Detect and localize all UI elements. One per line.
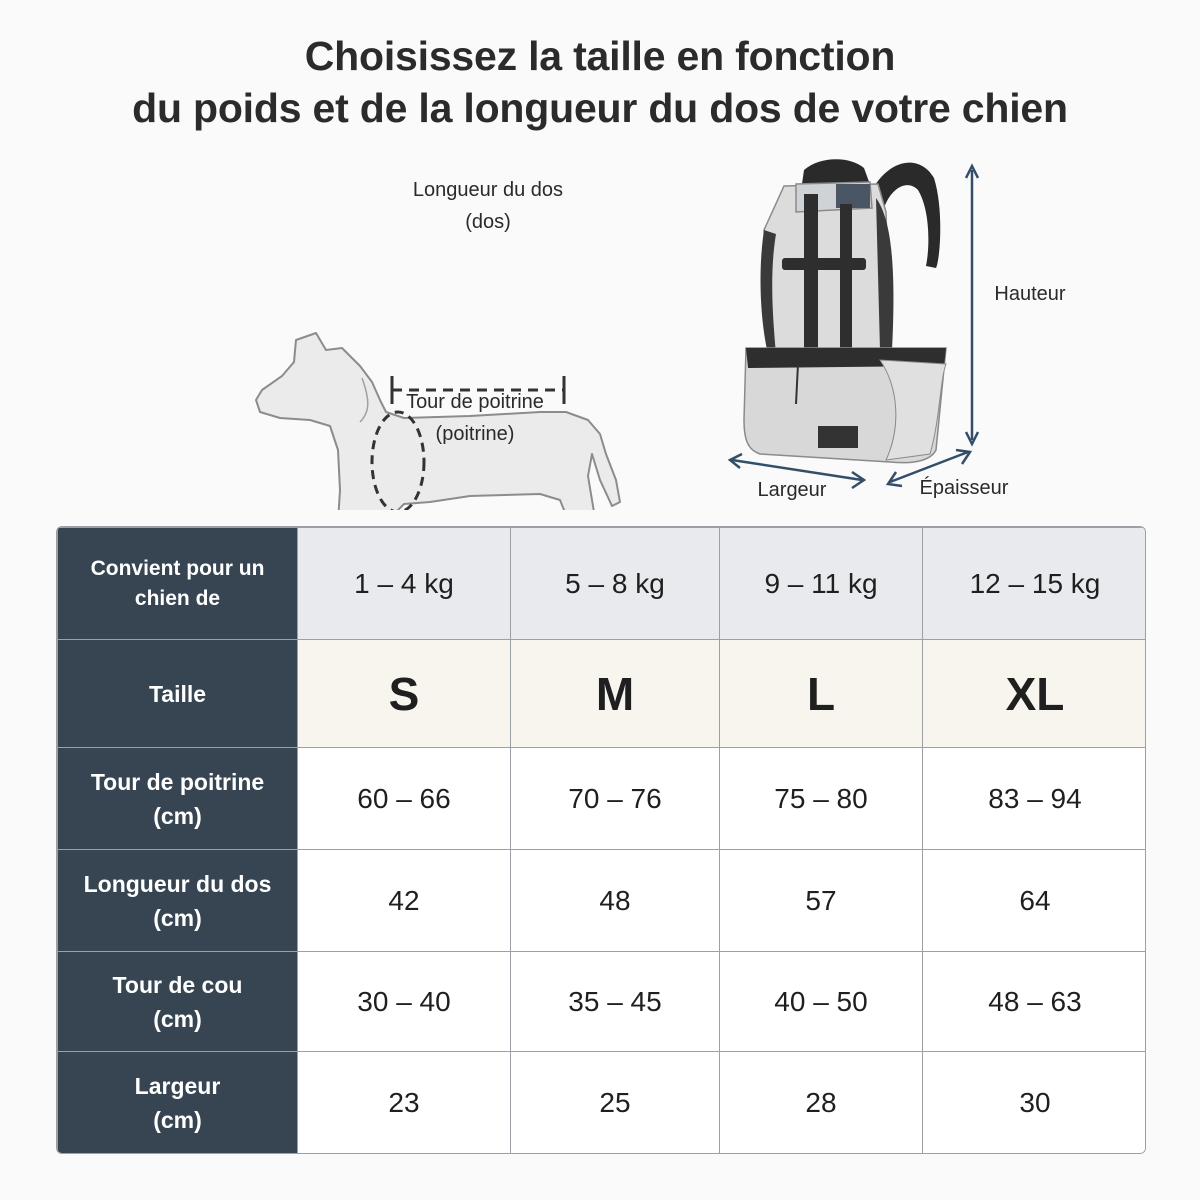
table-row-neck bbox=[58, 952, 1147, 1052]
chest-label-line-1: Tour de poitrine bbox=[406, 391, 544, 413]
size-cell-xl: XL bbox=[923, 640, 1147, 748]
depth-label: Épaisseur bbox=[919, 477, 1009, 499]
row-header-width-line-2: (cm) bbox=[153, 1106, 202, 1133]
neck-cell-xl: 48 – 63 bbox=[923, 952, 1147, 1052]
title-line-2: du poids et de la longueur du dos de votre chien bbox=[132, 85, 1068, 131]
neck-cell-s: 30 – 40 bbox=[298, 952, 511, 1052]
row-header-weight bbox=[58, 528, 298, 640]
row-header-width bbox=[58, 1052, 298, 1154]
row-header-size-line-1: Taille bbox=[148, 680, 207, 707]
table-row-chest bbox=[58, 748, 1147, 850]
back-length-cell-l: 57 bbox=[720, 850, 923, 952]
weight-cell-s: 1 – 4 kg bbox=[298, 528, 511, 640]
row-header-neck-line-1: Tour de cou bbox=[112, 971, 243, 998]
row-header-neck-line-2: (cm) bbox=[153, 1005, 202, 1032]
chest-label bbox=[380, 386, 570, 450]
row-header-back-length-line-1: Longueur du dos bbox=[83, 870, 272, 897]
width-cell-m: 25 bbox=[511, 1052, 720, 1154]
height-arrow bbox=[966, 166, 978, 444]
width-cell-l: 28 bbox=[720, 1052, 923, 1154]
row-header-chest-line-1: Tour de poitrine bbox=[90, 768, 265, 795]
row-header-chest-line-2: (cm) bbox=[153, 802, 202, 829]
chest-cell-l: 75 – 80 bbox=[720, 748, 923, 850]
chest-cell-xl: 83 – 94 bbox=[923, 748, 1147, 850]
row-header-back-length bbox=[58, 850, 298, 952]
neck-cell-m: 35 – 45 bbox=[511, 952, 720, 1052]
table-row-weight bbox=[58, 528, 1147, 640]
table-row-back-length bbox=[58, 850, 1147, 952]
back-length-label-line-1: Longueur du dos bbox=[412, 179, 564, 201]
size-cell-s: S bbox=[298, 640, 511, 748]
table-row-size bbox=[58, 640, 1147, 748]
back-length-label bbox=[388, 174, 588, 238]
row-header-chest bbox=[58, 748, 298, 850]
back-length-cell-xl: 64 bbox=[923, 850, 1147, 952]
table-row-width bbox=[58, 1052, 1147, 1154]
width-cell-xl: 30 bbox=[923, 1052, 1147, 1154]
row-header-neck bbox=[58, 952, 298, 1052]
title-line-1: Choisissez la taille en fonction bbox=[304, 33, 896, 79]
back-length-cell-m: 48 bbox=[511, 850, 720, 952]
size-cell-l: L bbox=[720, 640, 923, 748]
neck-cell-l: 40 – 50 bbox=[720, 952, 923, 1052]
chest-cell-m: 70 – 76 bbox=[511, 748, 720, 850]
back-length-label-line-2: (dos) bbox=[465, 211, 511, 233]
illustration-graphics bbox=[0, 150, 1200, 510]
weight-cell-m: 5 – 8 kg bbox=[511, 528, 720, 640]
row-header-back-length-line-2: (cm) bbox=[153, 904, 202, 931]
chest-cell-s: 60 – 66 bbox=[298, 748, 511, 850]
row-header-weight-line-2: chien de bbox=[134, 586, 221, 610]
size-table bbox=[56, 526, 1146, 1154]
weight-cell-xl: 12 – 15 kg bbox=[923, 528, 1147, 640]
weight-cell-l: 9 – 11 kg bbox=[720, 528, 923, 640]
row-header-width-line-1: Largeur bbox=[134, 1072, 221, 1099]
height-label: Hauteur bbox=[994, 283, 1066, 305]
size-cell-m: M bbox=[511, 640, 720, 748]
width-label: Largeur bbox=[757, 479, 827, 501]
width-cell-s: 23 bbox=[298, 1052, 511, 1154]
row-header-weight-line-1: Convient pour un bbox=[90, 556, 265, 580]
page-title bbox=[0, 30, 1200, 134]
back-length-cell-s: 42 bbox=[298, 850, 511, 952]
chest-label-line-2: (poitrine) bbox=[435, 423, 515, 445]
backpack-icon bbox=[744, 159, 946, 462]
row-header-size bbox=[58, 640, 298, 748]
measurement-illustration bbox=[0, 150, 1200, 510]
